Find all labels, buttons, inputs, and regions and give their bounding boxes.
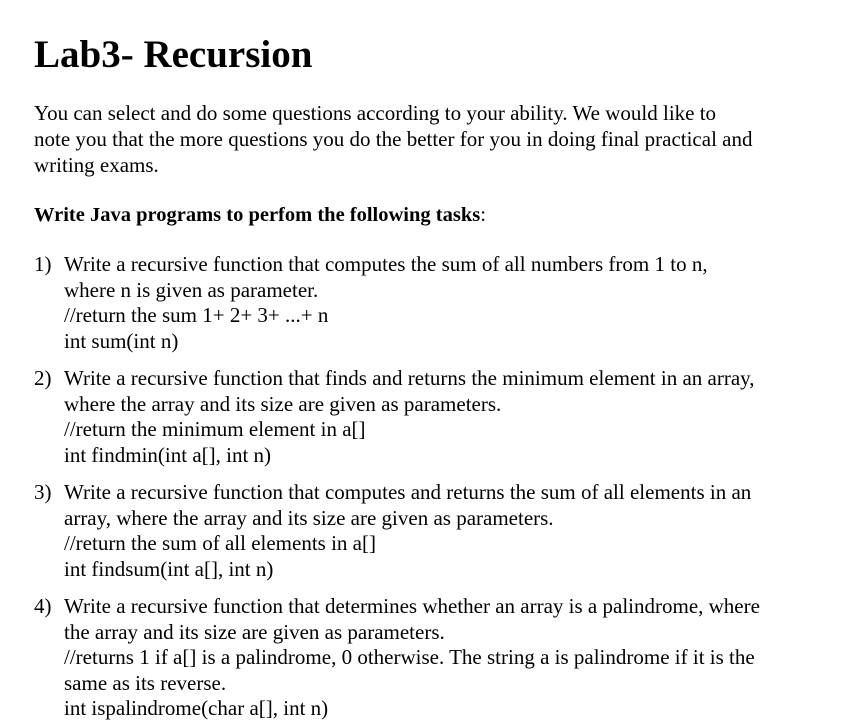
question-body: [64, 252, 834, 354]
question-line: Write a recursive function that finds and returns the minimum element in an array,: [64, 366, 755, 390]
code-comment: //return the sum 1+ 2+ 3+ ...+ n: [64, 303, 329, 327]
intro-line: writing exams.: [34, 153, 159, 177]
intro-line: You can select and do some questions according to your ability. We would like to: [34, 101, 717, 125]
question-body: [64, 594, 834, 722]
code-comment: //return the minimum element in a[]: [64, 417, 366, 441]
intro-line: note you that the more questions you do the better for you in doing final practical and: [34, 127, 753, 151]
function-signature: int sum(int n): [64, 328, 179, 353]
question-line: array, where the array and its size are given as parameters.: [64, 505, 554, 530]
code-comment: same as its reverse.: [64, 670, 227, 695]
question-line: Write a recursive function that computes the sum of all numbers from 1 to n,: [64, 252, 708, 276]
task-heading-colon: :: [480, 204, 486, 226]
question-line: Write a recursive function that determines whether an array is a palindrome, where: [64, 594, 760, 618]
question-line: the array and its size are given as parameters.: [64, 619, 445, 644]
question-body: [64, 480, 834, 582]
page-title: Lab3- Recursion: [34, 33, 313, 76]
question-line: where the array and its size are given as parameters.: [64, 391, 502, 416]
question-line: Write a recursive function that computes and returns the sum of all elements in an: [64, 480, 752, 504]
question-number: 2): [34, 366, 52, 390]
intro-paragraph: [34, 100, 824, 178]
function-signature: int ispalindrome(char a[], int n): [64, 696, 329, 720]
question-number: 3): [34, 480, 52, 504]
code-comment: //returns 1 if a[] is a palindrome, 0 otherwise. The string a is palindrome if it is the: [64, 645, 755, 669]
question-number: 1): [34, 252, 52, 276]
task-heading: [34, 202, 486, 228]
question-line: where n is given as parameter.: [64, 277, 319, 302]
task-heading-text: Write Java programs to perfom the following tasks: [34, 204, 481, 226]
question-number: 4): [34, 594, 52, 618]
function-signature: int findsum(int a[], int n): [64, 556, 274, 581]
function-signature: int findmin(int a[], int n): [64, 442, 272, 467]
code-comment: //return the sum of all elements in a[]: [64, 531, 376, 555]
question-body: [64, 366, 834, 468]
